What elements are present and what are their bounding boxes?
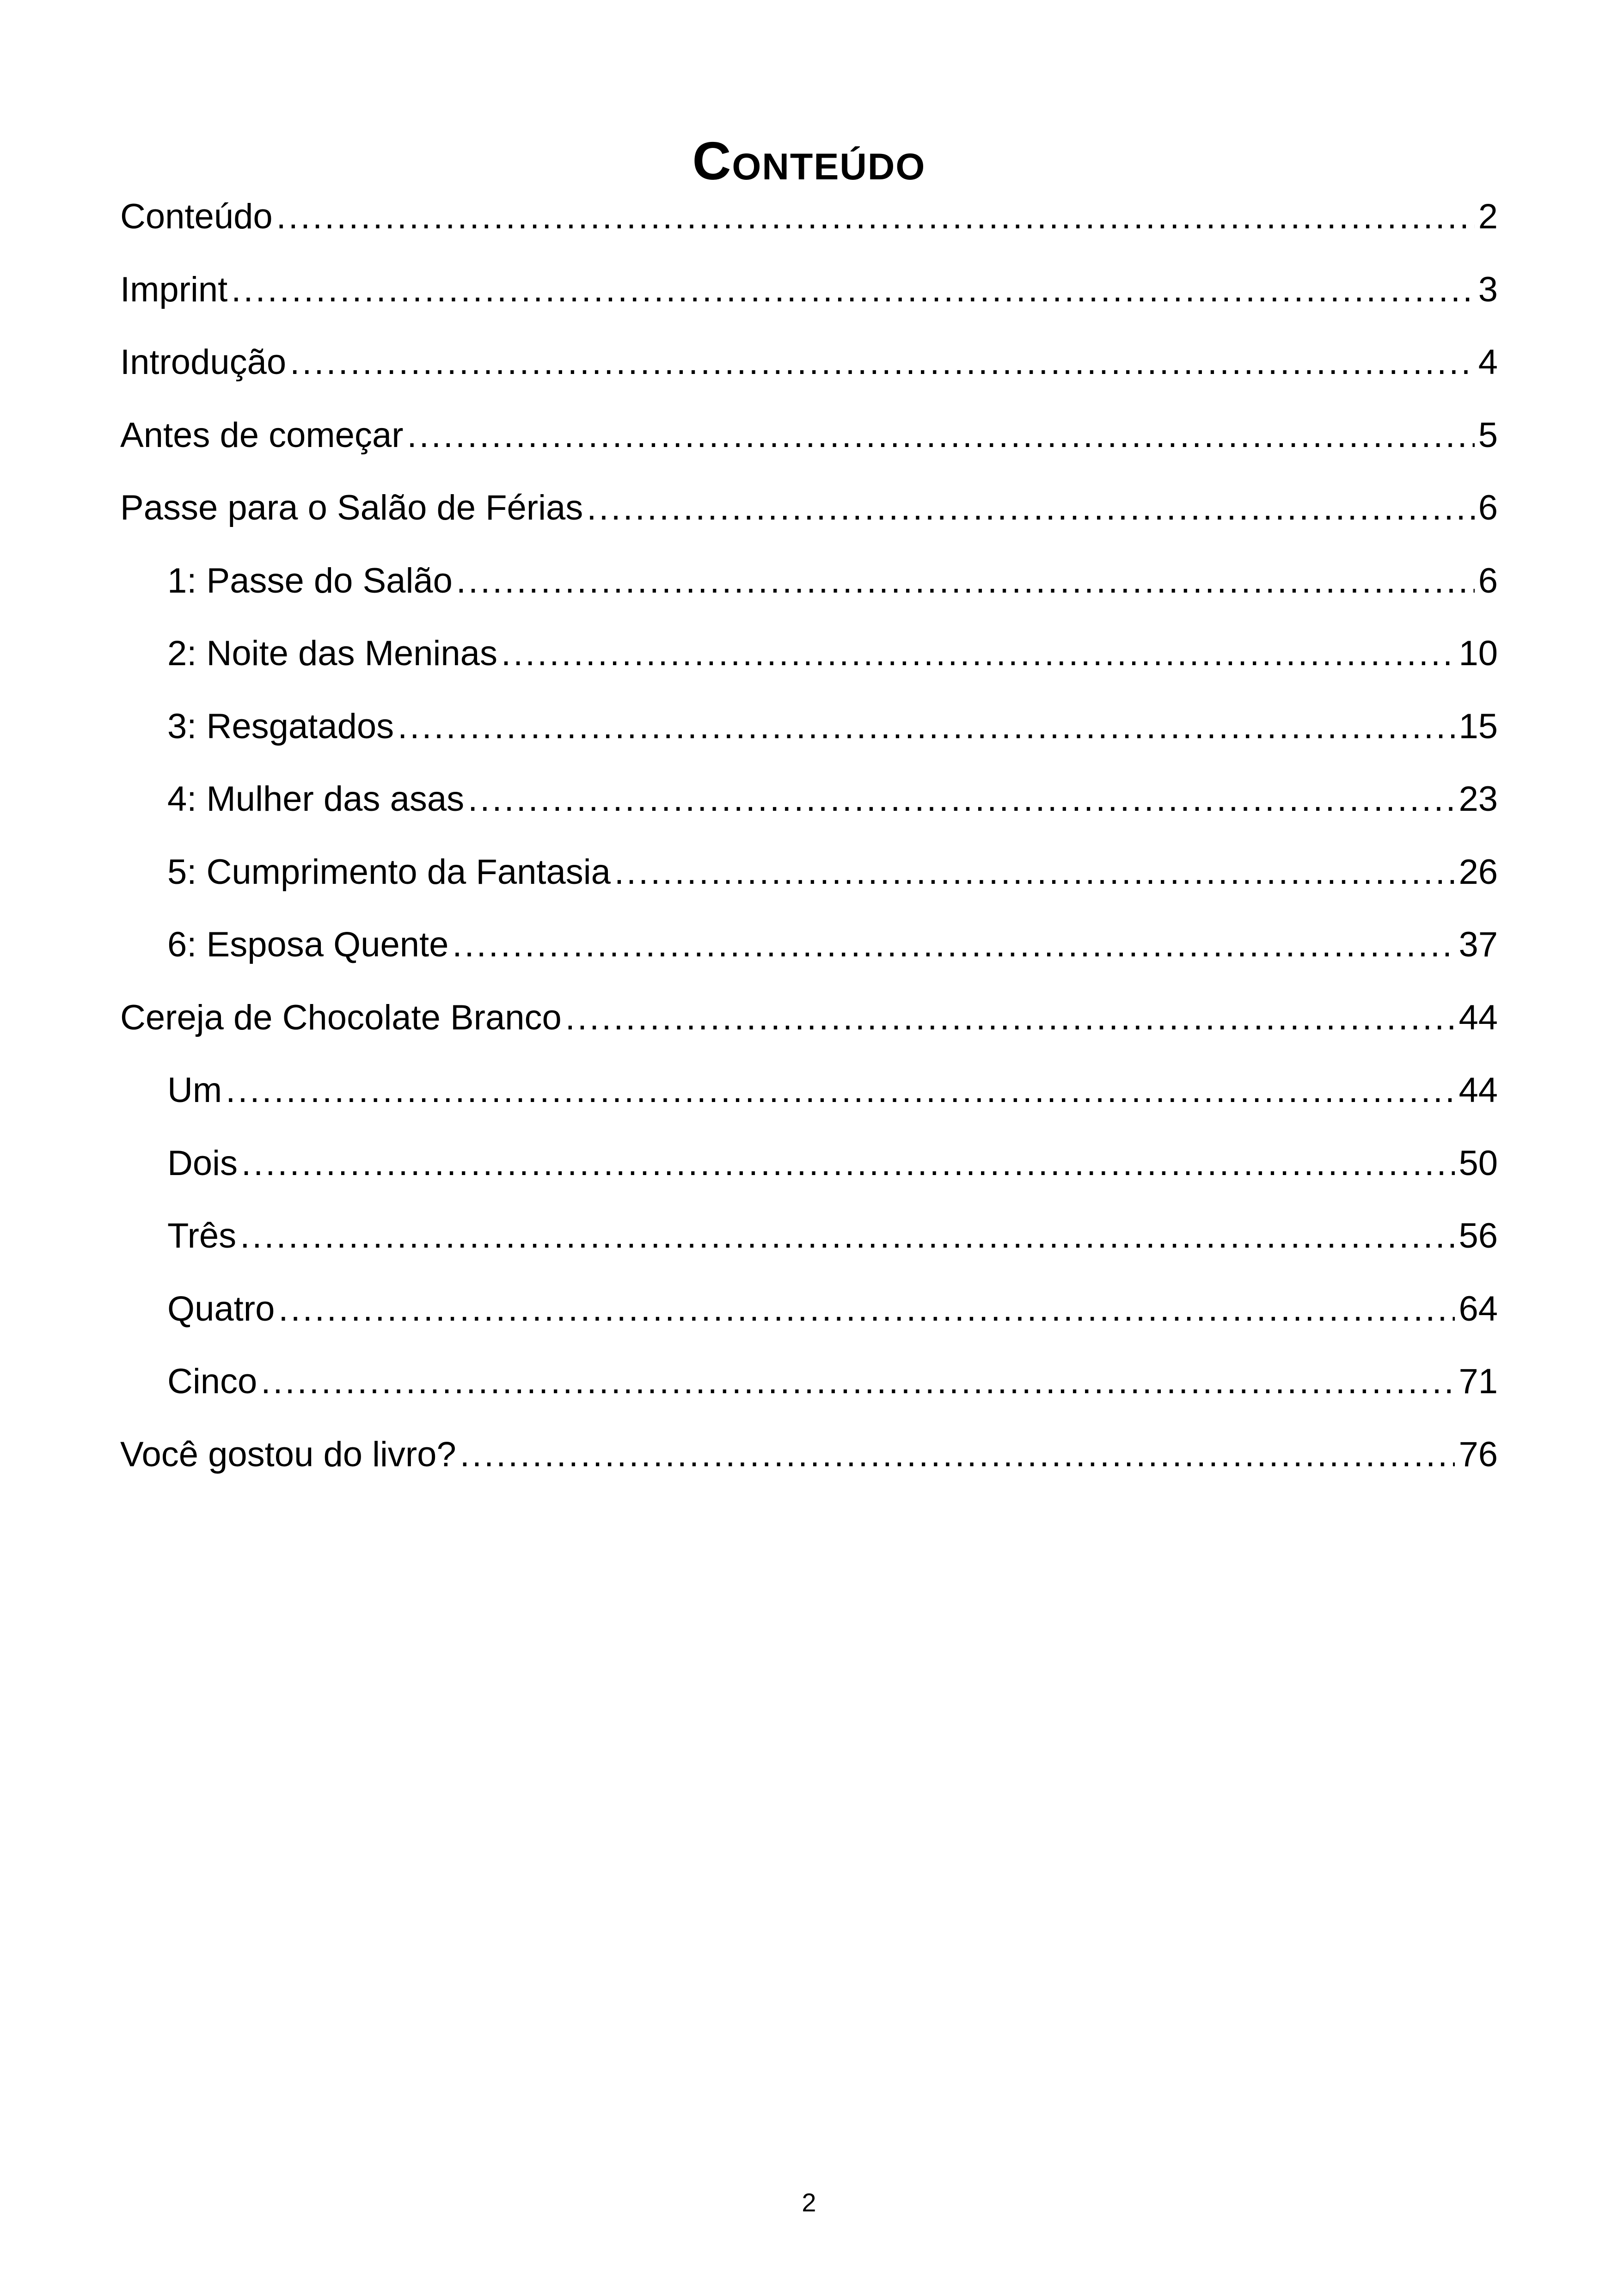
toc-entry-page: 26: [1459, 852, 1498, 892]
toc-entry-page: 10: [1459, 634, 1498, 673]
toc-entry-label: Passe para o Salão de Férias: [120, 488, 583, 527]
toc-dot-leader: [240, 1200, 1455, 1273]
toc-entry-page: 3: [1478, 269, 1498, 309]
toc-entry-page: 56: [1459, 1216, 1498, 1255]
toc-entry[interactable]: [120, 1273, 1498, 1346]
toc-entry-page: 6: [1478, 488, 1498, 527]
toc-entry-page: 6: [1478, 561, 1498, 600]
toc-entry-page: 44: [1459, 998, 1498, 1037]
toc-entry-label: Dois: [167, 1143, 238, 1183]
toc-dot-leader: [587, 471, 1474, 545]
toc-dot-leader: [614, 836, 1455, 909]
toc-entry[interactable]: [120, 836, 1498, 909]
toc-dot-leader: [456, 545, 1475, 618]
toc-dot-leader: [261, 1345, 1455, 1418]
toc-entry[interactable]: [120, 1345, 1498, 1418]
toc-entry-label: 6: Esposa Quente: [167, 925, 449, 964]
toc-entry[interactable]: [120, 326, 1498, 399]
toc-entry-page: 15: [1459, 706, 1498, 746]
toc-entry-page: 4: [1478, 343, 1498, 382]
toc-dot-leader: [226, 1054, 1455, 1127]
table-of-contents: [120, 180, 1498, 1491]
toc-entry[interactable]: [120, 180, 1498, 253]
toc-entry[interactable]: [120, 471, 1498, 545]
toc-entry-label: Três: [167, 1216, 237, 1255]
toc-entry-page: 37: [1459, 925, 1498, 964]
toc-entry-page: 76: [1459, 1434, 1498, 1474]
toc-entry[interactable]: [120, 763, 1498, 836]
toc-entry-label: Cinco: [167, 1362, 257, 1401]
toc-entry[interactable]: [120, 545, 1498, 618]
toc-dot-leader: [565, 981, 1455, 1054]
toc-dot-leader: [276, 180, 1475, 253]
toc-entry[interactable]: [120, 1200, 1498, 1273]
toc-entry-label: 2: Noite das Meninas: [167, 634, 497, 673]
toc-entry-page: 5: [1478, 415, 1498, 455]
toc-entry-label: 5: Cumprimento da Fantasia: [167, 852, 611, 892]
toc-dot-leader: [460, 1418, 1455, 1491]
toc-entry[interactable]: [120, 617, 1498, 690]
toc-entry[interactable]: [120, 1127, 1498, 1200]
toc-entry-label: 1: Passe do Salão: [167, 561, 453, 600]
toc-entry[interactable]: [120, 1054, 1498, 1127]
toc-entry-label: Introdução: [120, 343, 287, 382]
toc-entry-page: 23: [1459, 779, 1498, 819]
toc-entry-page: 2: [1478, 197, 1498, 236]
toc-entry-page: 64: [1459, 1289, 1498, 1329]
toc-entry-label: Imprint: [120, 269, 228, 309]
toc-dot-leader: [290, 326, 1475, 399]
toc-entry-label: Antes de começar: [120, 415, 404, 455]
toc-entry-label: Um: [167, 1071, 222, 1110]
page-title: Conteúdo: [692, 130, 926, 191]
toc-entry-label: Você gostou do livro?: [120, 1434, 456, 1474]
toc-dot-leader: [398, 690, 1455, 763]
toc-entry-label: Cereja de Chocolate Branco: [120, 998, 562, 1037]
toc-dot-leader: [501, 617, 1455, 690]
page-number: 2: [802, 2188, 816, 2217]
toc-entry-page: 50: [1459, 1143, 1498, 1183]
toc-entry[interactable]: [120, 253, 1498, 326]
toc-entry[interactable]: [120, 690, 1498, 763]
toc-entry-page: 44: [1459, 1071, 1498, 1110]
toc-entry-page: 71: [1459, 1362, 1498, 1401]
toc-entry[interactable]: [120, 981, 1498, 1054]
toc-entry-label: 4: Mulher das asas: [167, 779, 465, 819]
toc-dot-leader: [278, 1273, 1455, 1346]
toc-entry[interactable]: [120, 399, 1498, 472]
toc-entry-label: Conteúdo: [120, 197, 273, 236]
toc-dot-leader: [241, 1127, 1455, 1200]
toc-entry[interactable]: [120, 1418, 1498, 1491]
toc-dot-leader: [468, 763, 1455, 836]
toc-entry-label: 3: Resgatados: [167, 706, 394, 746]
toc-dot-leader: [231, 253, 1474, 326]
toc-entry-label: Quatro: [167, 1289, 275, 1329]
toc-dot-leader: [452, 908, 1455, 981]
toc-dot-leader: [407, 399, 1475, 472]
toc-entry[interactable]: [120, 908, 1498, 981]
